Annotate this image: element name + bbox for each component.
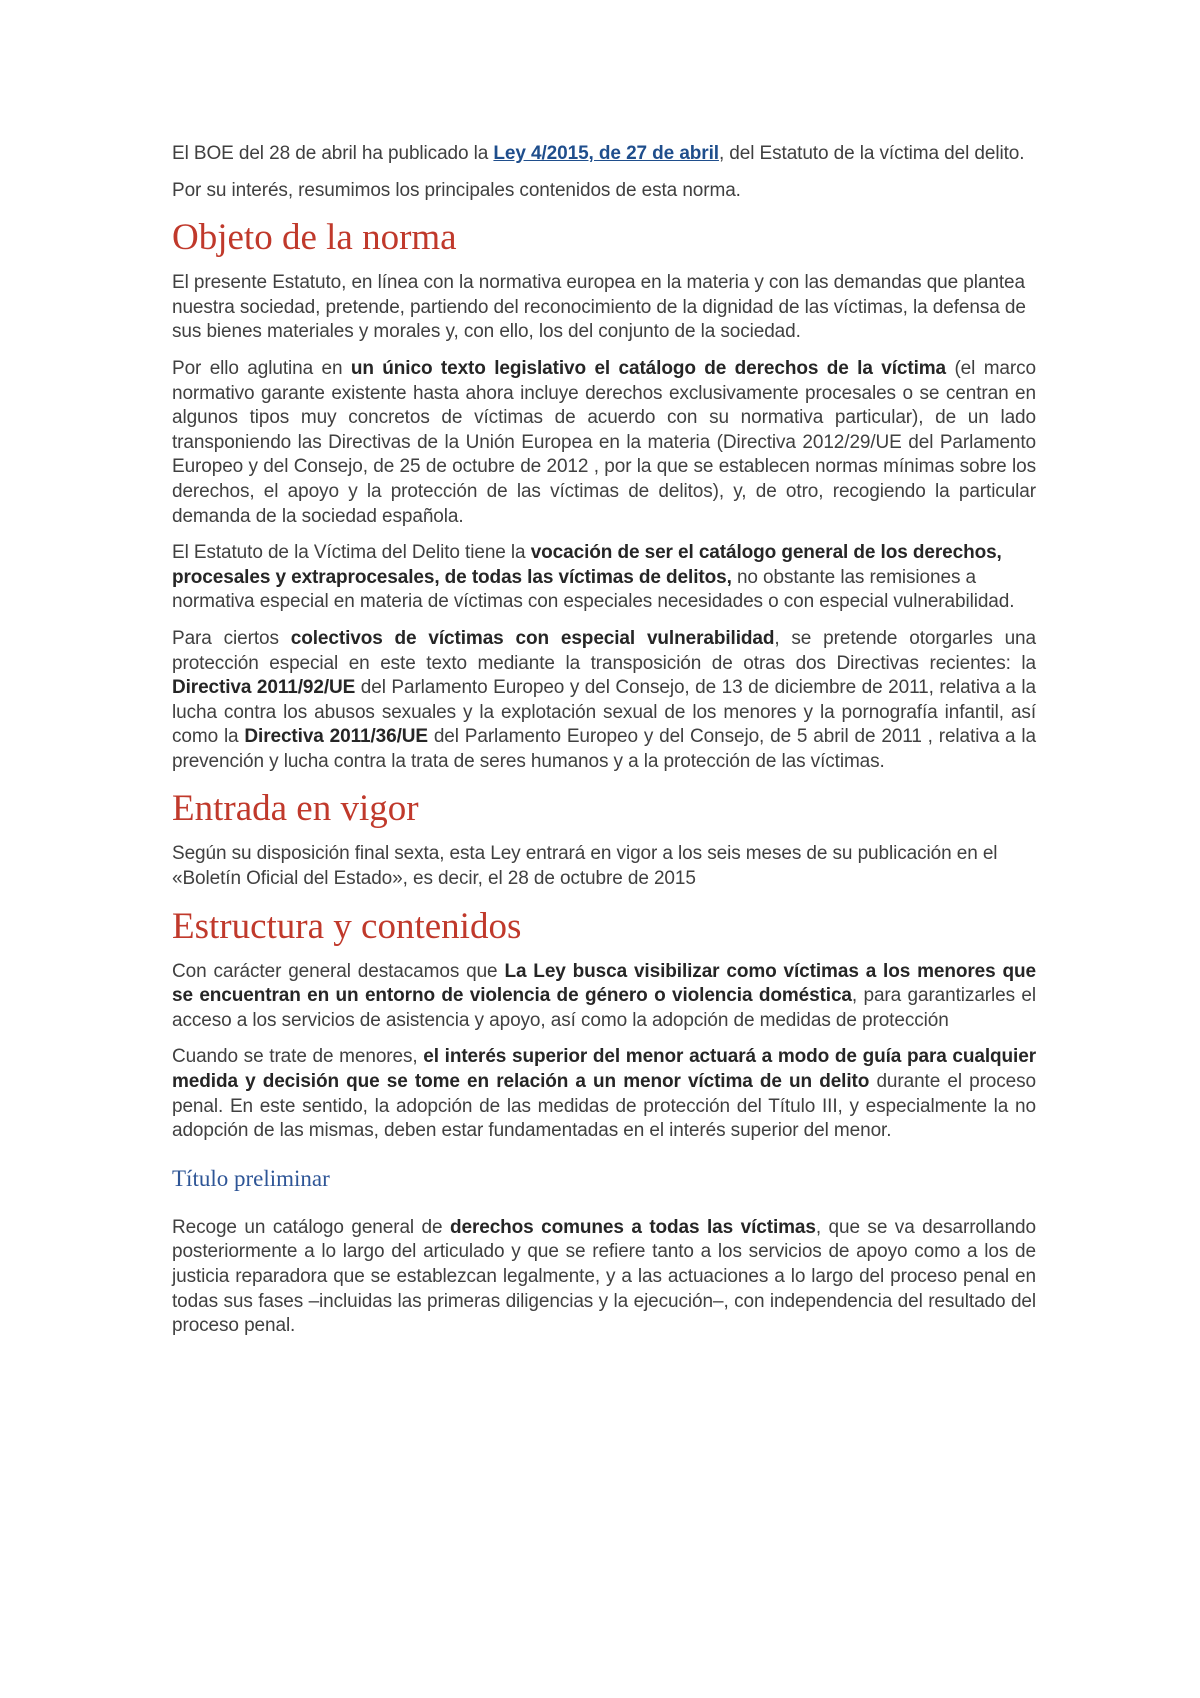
- heading-estructura: Estructura y contenidos: [172, 905, 522, 947]
- preliminar-paragraph: Recoge un catálogo general de derechos comunes a todas las víctimas, que se va desarrollando posteriormente a lo largo del articulado y que se refiere tanto a los servicios de apoyo como a los de justicia reparadora que se establezcan legalmente, y a las actuaciones a lo largo del proceso penal en todas sus fases –incluidas las primeras diligencias y la ejecución–, con independencia del resultado del proceso penal.: [172, 1216, 1036, 1337]
- objeto-paragraph-2: Por ello aglutina en un único texto legislativo el catálogo de derechos de la víctima (el marco normativo garante existente hasta ahora incluye derechos exclusivamente procesales o se centran en algunos tipos muy concretos de víctimas de acuerdo con su normativa particular), de un lado transponiendo las Directivas de la Unión Europea en la materia (Directiva 2012/29/UE del Parlamento Europeo y del Consejo, de 25 de octubre de 2012 , por la que se establecen normas mínimas sobre los derechos, el apoyo y la protección de las víctimas de delitos), y, de otro, recogiendo la particular demanda de la sociedad española.: [172, 357, 1036, 527]
- heading-titulo-preliminar: Título preliminar: [172, 1165, 330, 1191]
- intro-paragraph: El BOE del 28 de abril ha publicado la Ley 4/2015, de 27 de abril, del Estatuto de la víctima del delito.: [172, 143, 1025, 164]
- intro-summary-paragraph: Por su interés, resumimos los principales contenidos de esta norma.: [172, 179, 741, 201]
- heading-entrada-en-vigor: Entrada en vigor: [172, 788, 419, 830]
- objeto-paragraph-3: El Estatuto de la Víctima del Delito tiene la vocación de ser el catálogo general de los derechos, procesales y extraprocesales, de todas las víctimas de delitos, no obstante las remisiones a normativa especial en materia de víctimas con especiales necesidades o con especial vulnerabilidad.: [172, 542, 1015, 613]
- vigor-paragraph: Según su disposición final sexta, esta Ley entrará en vigor a los seis meses de su publicación en el «Boletín Oficial del Estado», es decir, el 28 de octubre de 2015: [172, 843, 998, 890]
- estructura-paragraph-2: Cuando se trate de menores, el interés superior del menor actuará a modo de guía para cualquier medida y decisión que se tome en relación a un menor víctima de un delito durante el proceso penal. En este sentido, la adopción de las medidas de protección del Título III, y especialmente la no adopción de las mismas, deben estar fundamentadas en el interés superior del menor.: [172, 1046, 1036, 1142]
- law-link[interactable]: Ley 4/2015, de 27 de abril: [493, 143, 719, 164]
- heading-objeto: Objeto de la norma: [172, 217, 457, 259]
- objeto-paragraph-1: El presente Estatuto, en línea con la normativa europea en la materia y con las demandas que plantea nuestra sociedad, pretende, partiendo del reconocimiento de la dignidad de las víctimas, la defensa de sus bienes materiales y morales y, con ello, los del conjunto de la sociedad.: [172, 272, 1026, 343]
- estructura-paragraph-1: Con carácter general destacamos que La Ley busca visibilizar como víctimas a los menores que se encuentran en un entorno de violencia de género o violencia doméstica, para garantizarles el acceso a los servicios de asistencia y apoyo, así como la adopción de medidas de protección: [172, 960, 1036, 1031]
- objeto-paragraph-4: Para ciertos colectivos de víctimas con especial vulnerabilidad, se pretende otorgarles una protección especial en este texto mediante la transposición de otras dos Directivas recientes: la Directiva 2011/92/UE del Parlamento Europeo y del Consejo, de 13 de diciembre de 2011, relativa a la lucha contra los abusos sexuales y la explotación sexual de los menores y la pornografía infantil, así como la Directiva 2011/36/UE del Parlamento Europeo y del Consejo, de 5 abril de 2011 , relativa a la prevención y lucha contra la trata de seres humanos y a la protección de las víctimas.: [172, 627, 1036, 772]
